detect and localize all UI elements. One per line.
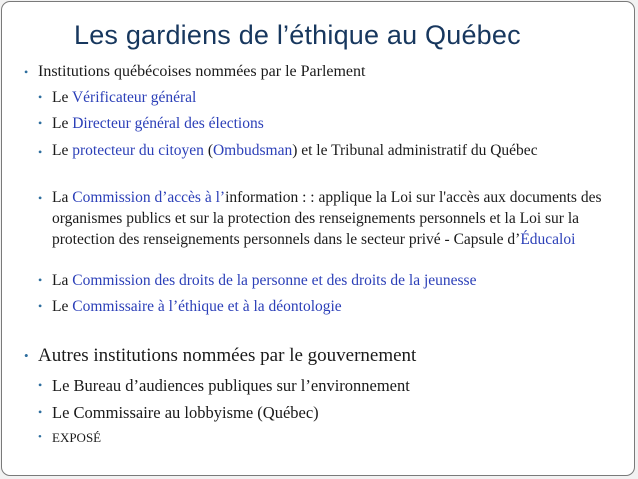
bullet-icon: •	[38, 405, 43, 419]
item-prefix: Le	[52, 142, 73, 159]
link-educaloi[interactable]: Éducaloi	[520, 231, 576, 248]
item-prefix: La	[52, 272, 73, 289]
link-commission-acces-information[interactable]: Commission d’accès à l’	[72, 189, 226, 206]
bullet-icon: •	[38, 378, 43, 392]
list-item-commissaire-ethique	[38, 298, 622, 316]
slide-content	[2, 2, 635, 476]
link-commissaire-ethique-deontologie[interactable]: Commissaire à l’éthique et à la déontologie	[72, 298, 342, 315]
item-prefix: Le	[52, 298, 73, 315]
link-protecteur-du-citoyen[interactable]: protecteur du citoyen	[72, 142, 204, 159]
list-item-commission-droits	[38, 272, 622, 290]
item-prefix: La	[52, 189, 73, 206]
bullet-icon: •	[38, 273, 43, 287]
bullet-icon: •	[38, 299, 43, 313]
item-prefix: Le	[52, 89, 72, 106]
link-commission-droits-personne[interactable]: Commission des droits de la personne et des droits de la jeunesse	[72, 272, 477, 289]
section-1-heading	[24, 63, 365, 81]
bullet-icon: •	[24, 348, 29, 363]
list-item-bureau-audiences	[38, 376, 622, 396]
item-prefix: Le	[52, 115, 73, 132]
link-verificateur-general[interactable]: Vérificateur général	[71, 89, 197, 106]
bullet-icon: •	[38, 90, 43, 104]
bullet-icon: •	[38, 116, 43, 130]
item-suffix: ) et le Tribunal administratif du Québec	[292, 142, 538, 159]
item-suffix: information : : applique la Loi sur l'accès aux documents des organismes publics et sur la protection des renseignements personnels et la Loi sur la protection des renseignements personnels dans le secteur privé - Capsule d’	[52, 189, 602, 248]
list-item-expose	[38, 430, 622, 446]
item-text: Le Bureau d’audiences publiques sur l’environnement	[52, 376, 410, 395]
link-ombudsman[interactable]: Ombudsman	[212, 142, 293, 159]
list-item-directeur-elections	[38, 115, 622, 133]
bullet-icon: •	[38, 431, 42, 443]
list-item-verificateur	[38, 89, 622, 107]
slide-title: Les gardiens de l’éthique au Québec	[74, 20, 521, 50]
item-text: EXPOSÉ	[52, 430, 102, 445]
bullet-icon: •	[38, 145, 43, 159]
bullet-icon: •	[24, 65, 29, 79]
section-1-label: Institutions québécoises nommées par le Parlement	[38, 63, 366, 80]
link-directeur-general-elections[interactable]: Directeur général des élections	[72, 115, 264, 132]
list-item-protecteur-citoyen	[38, 141, 617, 161]
item-text: Le Commissaire au lobbyisme (Québec)	[52, 403, 319, 422]
item-mid: (	[203, 142, 213, 159]
bullet-icon: •	[38, 191, 43, 205]
slide	[1, 1, 635, 476]
list-item-commission-acces	[38, 187, 622, 250]
list-item-commissaire-lobbyisme	[38, 403, 622, 423]
section-2-label: Autres institutions nommées par le gouvernement	[38, 345, 417, 366]
section-2-heading	[24, 345, 416, 367]
